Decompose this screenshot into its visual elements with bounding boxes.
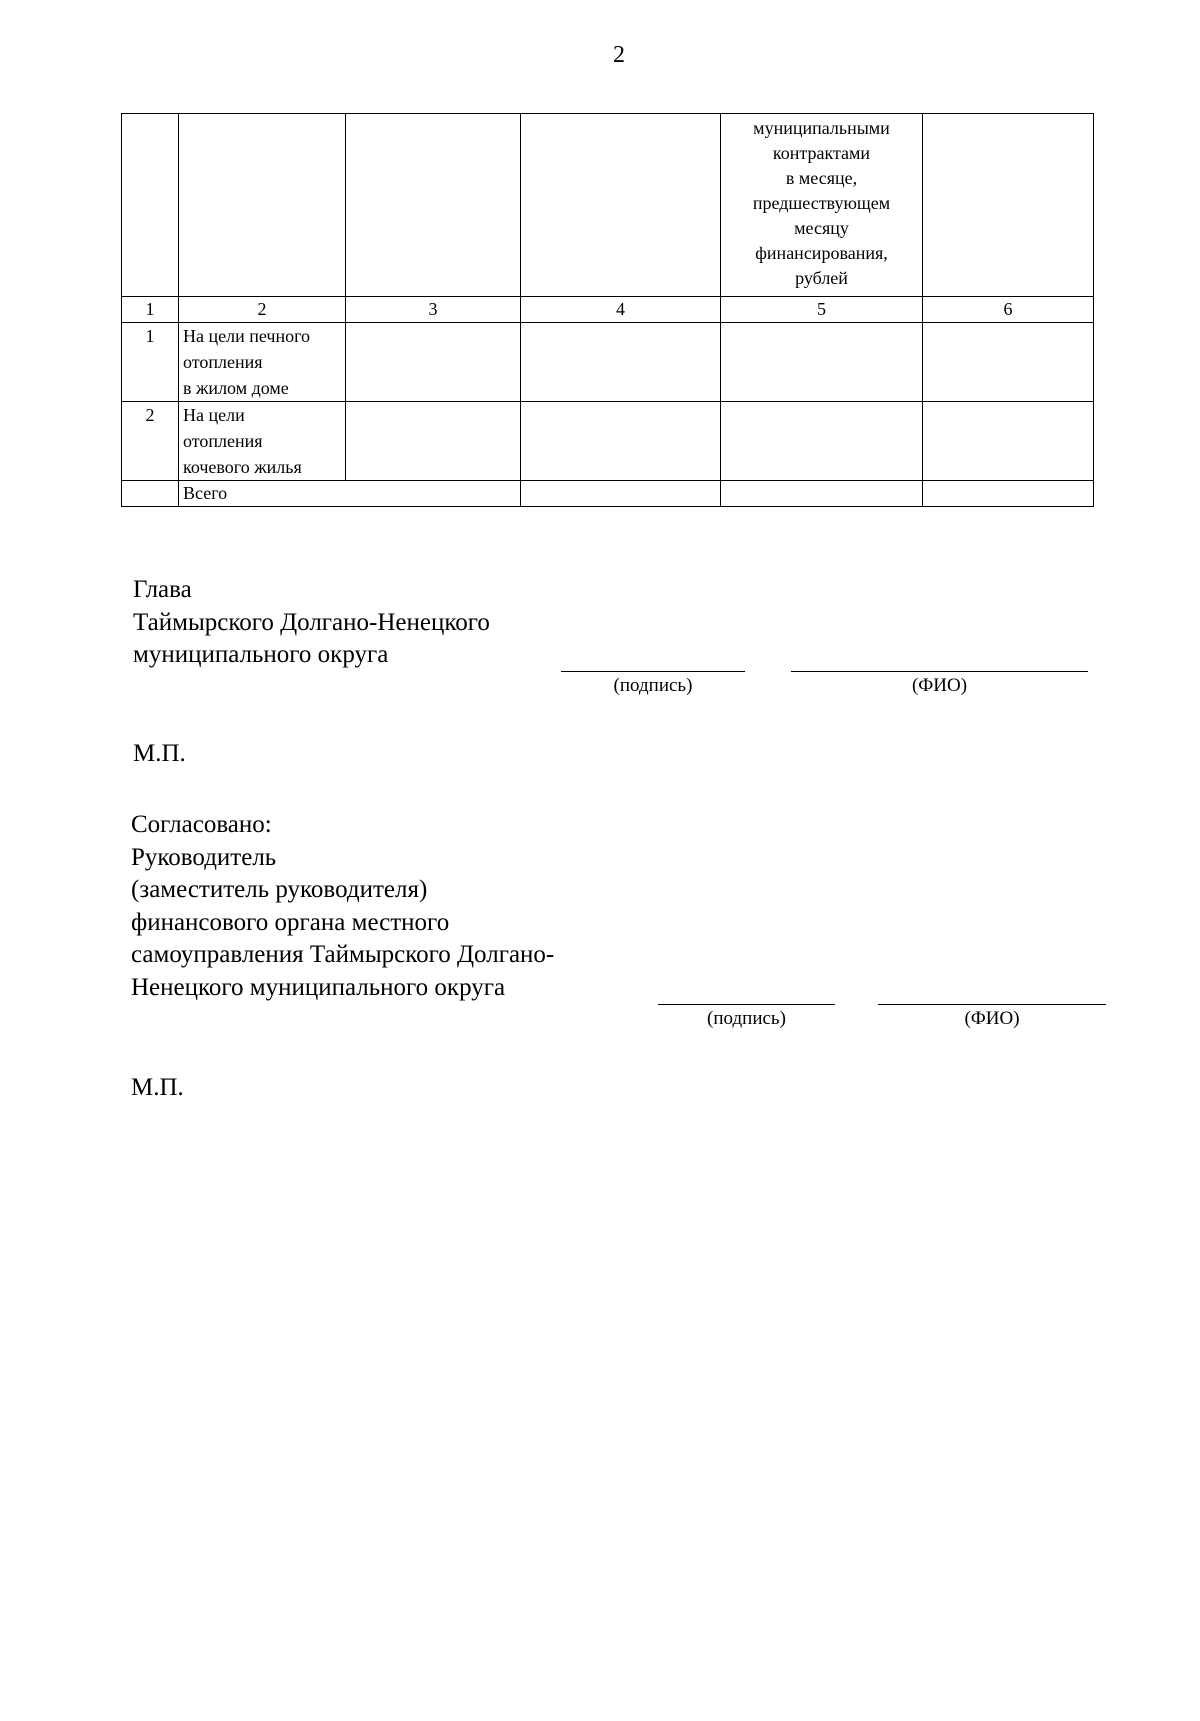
head-title-line: муниципального округа: [133, 641, 389, 668]
row-name: [179, 323, 346, 402]
row-name-line: кочевого жилья: [183, 457, 302, 477]
name-caption: (ФИО): [911, 675, 968, 696]
report-table: [121, 113, 1094, 507]
header-cell: [122, 114, 179, 297]
agreed-line: Руководитель: [131, 843, 277, 871]
column-number: 3: [346, 297, 521, 323]
seal-mark: М.П.: [133, 740, 186, 767]
signature-line: [561, 671, 745, 672]
signature-caption: (подпись): [613, 675, 693, 696]
table-cell: [346, 323, 521, 402]
agreed-line: самоуправления Таймырского Долгано-: [131, 941, 555, 968]
agreed-line: (заместитель руководителя): [131, 876, 428, 903]
header-cell: [346, 114, 521, 297]
row-name-line: отопления: [183, 431, 263, 451]
signature-line: [658, 1004, 835, 1005]
row-name: [179, 402, 346, 481]
table-cell: [346, 402, 521, 481]
column-number: 5: [721, 297, 923, 323]
column-number: 1: [122, 297, 179, 323]
row-number: 2: [122, 402, 179, 481]
header-text-line: в месяце,: [785, 168, 858, 188]
row-name-line: На цели: [183, 405, 245, 425]
agreed-block: [131, 809, 554, 1004]
row-number: 1: [122, 323, 179, 402]
table-cell: [721, 402, 923, 481]
total-label: Всего: [179, 481, 521, 507]
header-text-line: рублей: [795, 268, 848, 288]
header-cell-col5: [721, 114, 923, 297]
header-cell: [923, 114, 1094, 297]
column-number: 6: [923, 297, 1094, 323]
header-cell: [179, 114, 346, 297]
name-line: [878, 1004, 1106, 1005]
signature-caption: (подпись): [707, 1008, 786, 1029]
header-text-line: предшествующем: [752, 193, 891, 213]
name-line: [791, 671, 1088, 672]
row-name-line: отопления: [183, 352, 263, 372]
header-text-line: финансирования,: [755, 243, 888, 263]
agreed-line: финансового органа местного: [131, 908, 450, 936]
table-cell: [521, 402, 721, 481]
total-row: [122, 481, 1094, 507]
agreed-line: Ненецкого муниципального округа: [131, 973, 506, 1001]
seal-mark: М.П.: [131, 1074, 184, 1101]
head-title-line: Таймырского Долгано-Ненецкого: [133, 608, 490, 636]
table-cell: [721, 323, 923, 402]
head-title-line: Глава: [133, 576, 192, 603]
header-text-line: месяцу: [794, 218, 849, 238]
table-row: [122, 402, 1094, 481]
table-cell: [521, 481, 721, 507]
table-cell: [923, 402, 1094, 481]
table-cell: [122, 481, 179, 507]
page-number: 2: [613, 42, 625, 68]
table-header-row: [122, 114, 1094, 297]
table-row: [122, 323, 1094, 402]
table-cell: [721, 481, 923, 507]
header-text-line: контрактами: [772, 143, 871, 163]
name-caption: (ФИО): [964, 1008, 1020, 1029]
column-number: 4: [521, 297, 721, 323]
column-number-row: [122, 297, 1094, 323]
table-cell: [521, 323, 721, 402]
row-name-line: На цели печного: [183, 326, 311, 346]
row-name-line: в жилом доме: [183, 378, 289, 398]
header-cell: [521, 114, 721, 297]
agreed-line: Согласовано:: [131, 811, 272, 838]
table-cell: [923, 481, 1094, 507]
head-title-block: [133, 574, 490, 672]
column-number: 2: [179, 297, 346, 323]
header-text-line: муниципальными: [753, 118, 890, 138]
table-cell: [923, 323, 1094, 402]
